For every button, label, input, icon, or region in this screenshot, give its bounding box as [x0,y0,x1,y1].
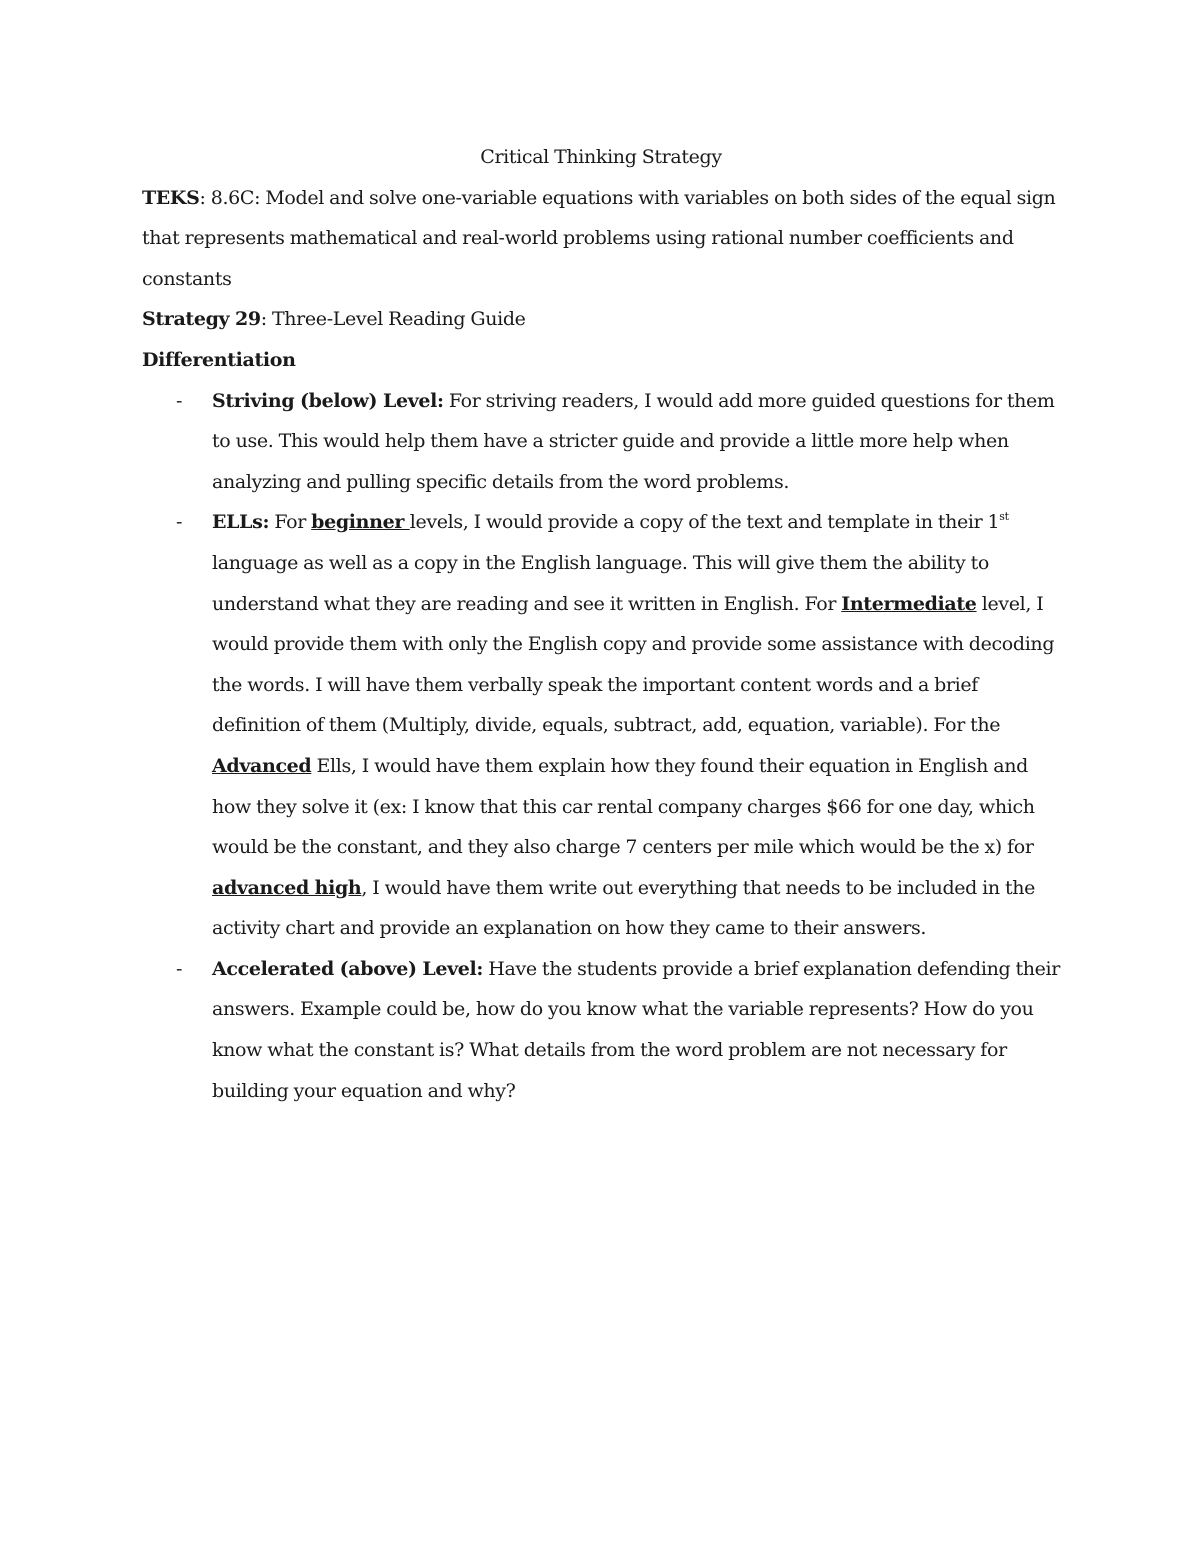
document-title: Critical Thinking Strategy [480,146,722,168]
ells-text-1: For [269,511,312,534]
accelerated-text: Have the students provide a brief explanation defending their answers. Example could be, how do you know what the variable represents? How do you know what the constant is? What details from the word problem are not necessary for building your equation and why? [212,957,1061,1102]
differentiation-list [142,381,1060,1112]
ells-text-5: Ells, I would have them explain how they found their equation in English and how they solve it (ex: I know that this car rental company charges $66 for one day, which would be the constant, and they also charge 7 centers per mile which would be the x) for [212,754,1035,859]
ells-text-6: , I would have them write out everything that needs to be included in the activity chart and provide an explanation on how they came to their answers. [212,876,1036,940]
strategy-text: Three-Level Reading Guide [271,308,526,331]
ells-superscript: st [999,510,1009,524]
teks-text: 8.6C: Model and solve one-variable equations with variables on both sides of the equal sign that represents mathematical and real-world problems using rational number coefficients and constants [142,186,1056,290]
document-page [142,137,1060,1111]
ells-beginner: beginner [311,511,410,534]
teks-separator: : [199,186,211,209]
accelerated-label: Accelerated (above) Level: [212,957,484,980]
striving-text: For striving readers, I would add more guided questions for them to use. This would help them have a stricter guide and provide a little more help when analyzing and pulling specific details from the word problems. [212,389,1055,493]
ells-advanced-high: advanced high [212,876,362,899]
striving-label: Striving (below) Level: [212,389,444,412]
ells-text-2: levels, I would provide a copy of the text and template in their 1 [409,511,1000,534]
bullet-dash: - [176,511,183,534]
list-item-ells [142,502,1060,949]
ells-text-4: level, I would provide them with only the English copy and provide some assistance with decoding the words. I will have them verbally speak the important content words and a brief definition of them (Multiply, divide, equals, subtract, add, equation, variable). For the [212,592,1055,737]
bullet-dash: - [176,957,183,980]
ells-intermediate: Intermediate [841,592,977,615]
strategy-separator: : [260,308,272,331]
ells-label: ELLs: [212,511,270,534]
strategy-label: Strategy 29 [142,308,261,331]
list-item-accelerated [142,949,1060,1111]
ells-advanced: Advanced [212,754,312,777]
ells-text-3: language as well as a copy in the English language. This will give them the ability to understand what they are reading and see it written in English. For [212,551,989,615]
teks-paragraph [142,178,1060,300]
differentiation-heading: Differentiation [142,348,296,371]
teks-label: TEKS [142,186,200,209]
strategy-paragraph [142,299,1060,340]
list-item-striving [142,381,1060,503]
bullet-dash: - [176,389,183,412]
